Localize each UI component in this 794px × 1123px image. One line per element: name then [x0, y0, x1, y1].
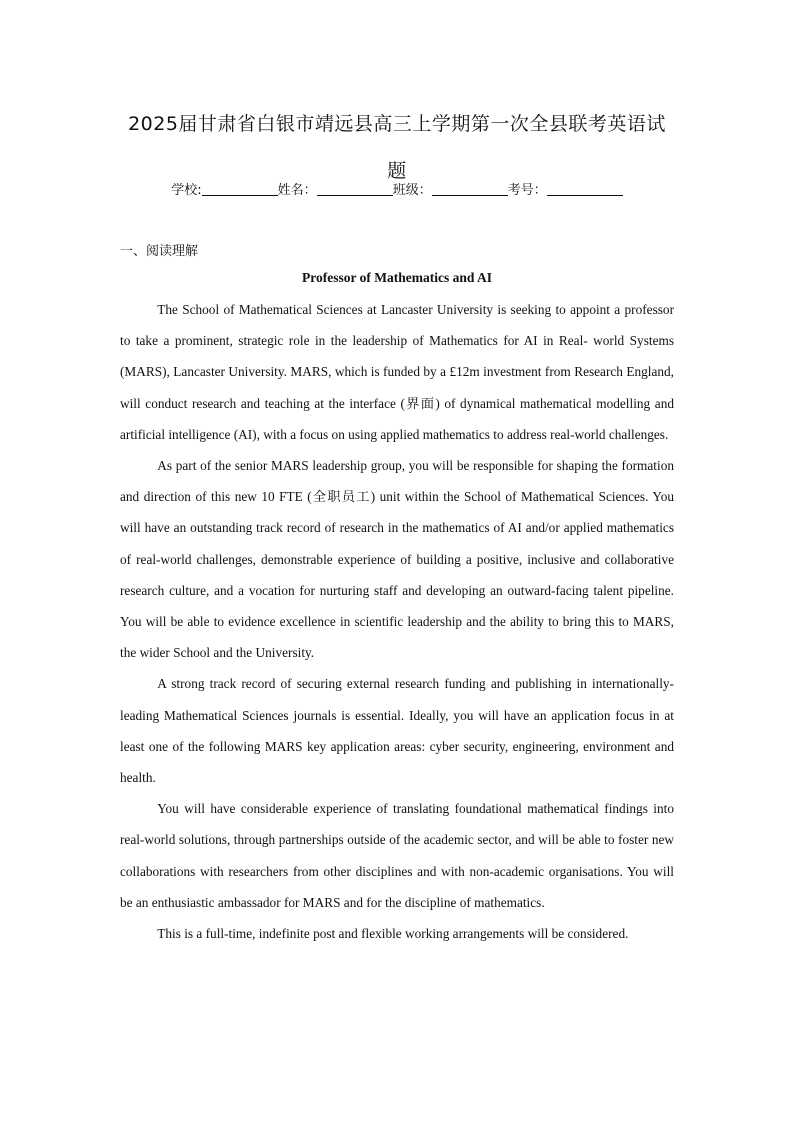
- name-label: 姓名：: [277, 183, 317, 198]
- school-label: 学校:: [171, 183, 202, 198]
- article-paragraph: The School of Mathematical Sciences at Lancaster University is seeking to appoint a professor to take a prominent, strategic role in the leadership of Mathematics for AI in Real- world Systems (MARS), Lancaster University. MARS, which is funded by a £12m investment from Research England, will conduct research and teaching at the interface (界面) of dynamical mathematical modelling and artificial intelligence (AI), with a focus on using applied mathematics to address real-world challenges.: [120, 302, 674, 442]
- class-blank: [432, 181, 508, 196]
- article-title: Professor of Mathematics and AI: [302, 270, 492, 285]
- article-paragraph: You will have considerable experience of translating foundational mathematical findings into real-world solutions, through partnerships outside of the academic sector, and will be able to foster new collaborations with researchers from other disciplines and with non-academic organisations. You will be an enthusiastic ambassador for MARS and for the discipline of mathematics.: [120, 801, 674, 910]
- article-paragraph: A strong track record of securing external research funding and publishing in internationally-leading Mathematical Sciences journals is essential. Ideally, you will have an application focus in at least one of the following MARS key application areas: cyber security, engineering, environment and health.: [120, 676, 674, 786]
- article-paragraph: As part of the senior MARS leadership group, you will be responsible for shaping the formation and direction of this new 10 FTE (全职员工) unit within the School of Mathematical Sciences. You will have an outstanding track record of research in the mathematics of AI and/or applied mathematics of real-world challenges, demonstrable experience of building a positive, inclusive and collaborative research culture, and a vocation for nurturing staff and developing an outward-facing talent pipeline. You will be able to evidence excellence in scientific leadership and the ability to bring this to MARS, the wider School and the University.: [120, 458, 674, 661]
- article-paragraph: This is a full-time, indefinite post and flexible working arrangements will be considered.: [157, 926, 629, 942]
- exam-title: 2025届甘肃省白银市靖远县高三上学期第一次全县联考英语试题: [128, 113, 666, 182]
- number-blank: [547, 181, 623, 196]
- school-blank: [202, 181, 278, 196]
- section-heading: 一、阅读理解: [120, 244, 199, 259]
- class-label: 班级：: [392, 183, 432, 198]
- student-info-line: [0, 181, 794, 200]
- name-blank: [317, 181, 393, 196]
- article-body: [120, 294, 674, 949]
- number-label: 考号：: [507, 183, 547, 198]
